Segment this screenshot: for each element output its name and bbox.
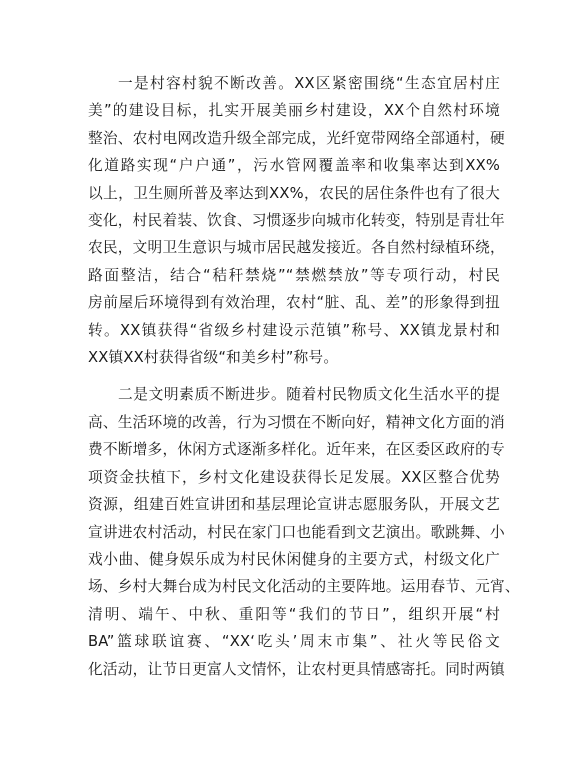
paragraph-village-appearance: [88, 70, 505, 371]
text-line: 资源，组建百姓宣讲团和基层理论宣讲志愿服务队，开展文艺: [88, 496, 500, 514]
text-line: 费不断增多，休闲方式逐渐多样化。近年来，在区委区政府的专: [88, 441, 505, 459]
text-line: 二是文明素质不断进步。随着村民物质文化生活水平的提: [118, 386, 500, 404]
text-line: 整治、农村电网改造升级全部完成，光纤宽带网络全部通村，硬: [88, 129, 505, 147]
text-line: 农民，文明卫生意识与城市居民越发接近。各自然村绿植环绕，: [88, 239, 505, 257]
text-line: 宣讲进农村活动，村民在家门口也能看到文艺演出。歌跳舞、小: [88, 523, 505, 541]
text-line: 清明、端午、中秋、重阳等“我们的节日”，组织开展“村: [88, 605, 500, 623]
paragraph-civilization-quality: [88, 381, 520, 682]
text-line: 场、乡村大舞台成为村民文化活动的主要阵地。运用春节、元宵、: [88, 578, 520, 596]
document-body: [88, 70, 520, 683]
text-line: 美”的建设目标，扎实开展美丽乡村建设，XX个自然村环境: [88, 102, 500, 120]
text-line: 化道路实现“户户通”，污水管网覆盖率和收集率达到XX%: [88, 157, 500, 175]
text-line: 高、生活环境的改善，行为习惯在不断向好，精神文化方面的消: [88, 413, 505, 431]
text-line: 戏小曲、健身娱乐成为村民休闲健身的主要方式，村级文化广: [88, 550, 500, 568]
text-line: 路面整洁，结合“秸秆禁烧”“禁燃禁放”等专项行动，村民: [88, 266, 500, 284]
text-line: 一是村容村貌不断改善。XX区紧密围绕“生态宜居村庄: [118, 75, 500, 92]
text-line: XX镇XX村获得省级“和美乡村”称号。: [88, 349, 339, 367]
text-line: BA”篮球联谊赛、“XX‘吃头’周末市集”、社火等民俗文: [88, 633, 500, 651]
text-line: 以上，卫生厕所普及率达到XX%，农民的居住条件也有了很大: [88, 184, 500, 202]
text-line: 房前屋后环境得到有效治理，农村“脏、乱、差”的形象得到扭: [88, 294, 500, 312]
text-line: 变化，村民着装、饮食、习惯逐步向城市化转变，特别是青壮年: [88, 212, 505, 230]
text-line: 项资金扶植下，乡村文化建设获得长足发展。XX区整合优势: [88, 468, 500, 486]
text-line: 化活动，让节日更富人文情怀，让农村更具情感寄托。同时两镇: [88, 660, 505, 678]
text-line: 转。XX镇获得“省级乡村建设示范镇”称号、XX镇龙景村和: [88, 321, 500, 339]
